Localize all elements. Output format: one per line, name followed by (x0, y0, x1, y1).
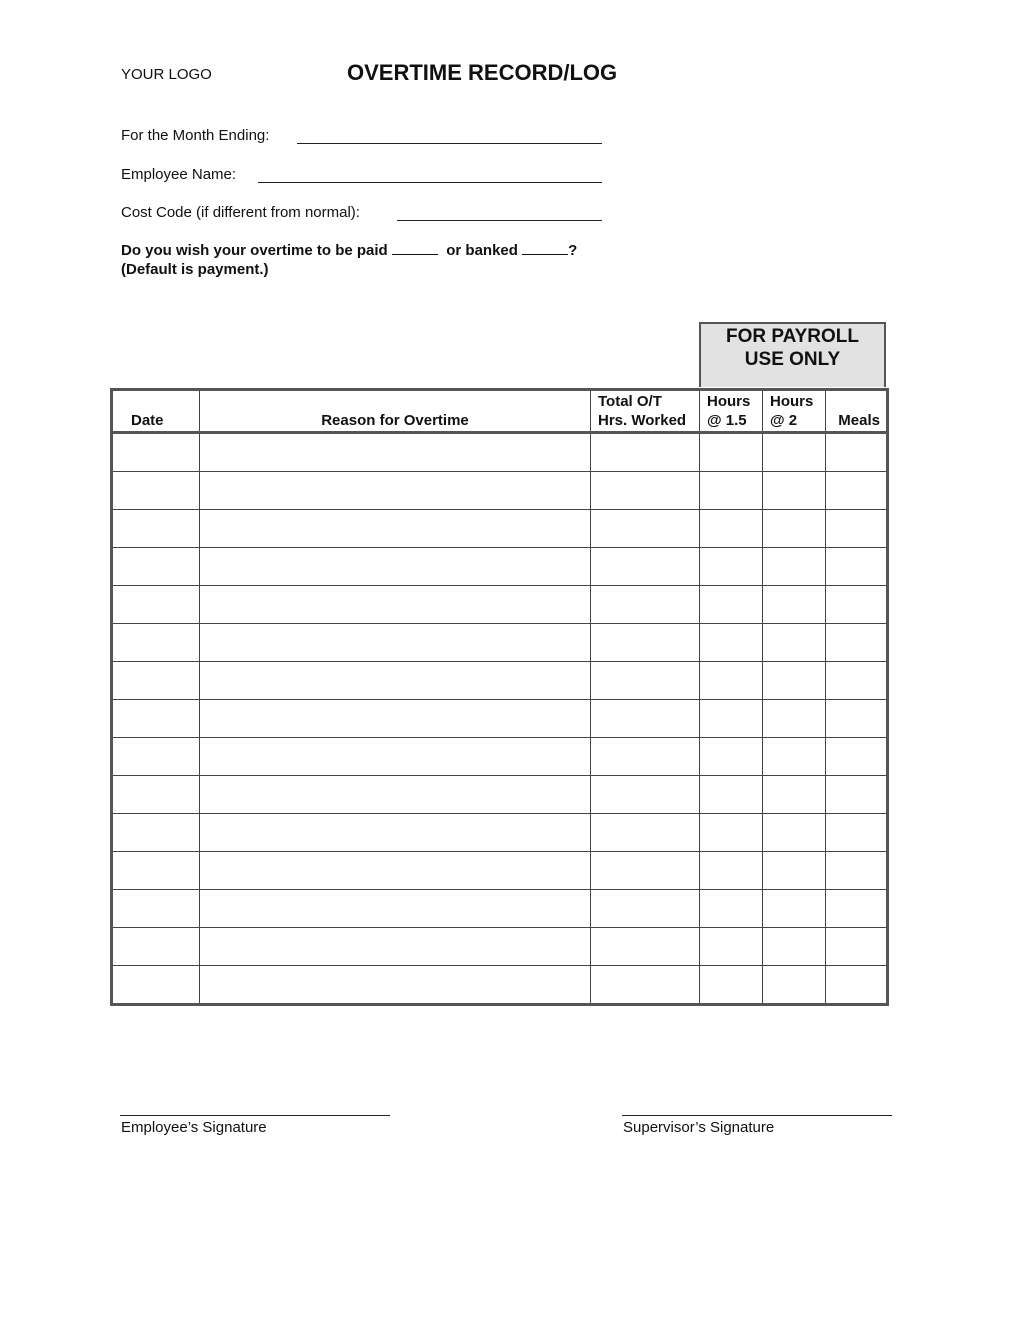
reason-cell[interactable] (200, 662, 591, 700)
cost-code-field[interactable] (397, 220, 602, 221)
date-cell[interactable] (112, 510, 200, 548)
payroll-line1: FOR PAYROLL (725, 326, 859, 347)
meals-cell[interactable] (826, 738, 888, 776)
date-cell[interactable] (112, 700, 200, 738)
table-row (112, 890, 888, 928)
total-cell[interactable] (591, 966, 700, 1005)
meals-cell[interactable] (826, 776, 888, 814)
table-row (112, 776, 888, 814)
total-cell[interactable] (591, 624, 700, 662)
hours2-cell[interactable] (763, 738, 826, 776)
month-ending-field[interactable] (297, 143, 602, 144)
hours2-cell[interactable] (763, 814, 826, 852)
table-row (112, 738, 888, 776)
supervisor-signature-label: Supervisor’s Signature (623, 1119, 775, 1136)
reason-cell[interactable] (200, 586, 591, 624)
date-cell[interactable] (112, 890, 200, 928)
table-row (112, 662, 888, 700)
employee-signature-line[interactable] (120, 1115, 390, 1116)
header-date: Date (112, 390, 200, 433)
hours2-cell[interactable] (763, 586, 826, 624)
total-cell[interactable] (591, 586, 700, 624)
hours15-cell[interactable] (700, 433, 763, 472)
total-cell[interactable] (591, 738, 700, 776)
date-cell[interactable] (112, 624, 200, 662)
reason-cell[interactable] (200, 852, 591, 890)
header-reason: Reason for Overtime (200, 390, 591, 433)
date-cell[interactable] (112, 433, 200, 472)
meals-cell[interactable] (826, 586, 888, 624)
table-row (112, 966, 888, 1005)
header-meals: Meals (826, 390, 888, 433)
meals-cell[interactable] (826, 890, 888, 928)
default-note: (Default is payment.) (121, 261, 269, 278)
table-row (112, 472, 888, 510)
employee-name-label: Employee Name: (121, 166, 237, 183)
total-cell[interactable] (591, 776, 700, 814)
date-cell[interactable] (112, 548, 200, 586)
date-cell[interactable] (112, 662, 200, 700)
hours15-cell[interactable] (700, 738, 763, 776)
meals-cell[interactable] (826, 966, 888, 1005)
date-cell[interactable] (112, 776, 200, 814)
hours2-cell[interactable] (763, 966, 826, 1005)
total-cell[interactable] (591, 814, 700, 852)
table-row (112, 586, 888, 624)
reason-cell[interactable] (200, 700, 591, 738)
hours15-cell[interactable] (700, 510, 763, 548)
table-header-row (112, 390, 888, 433)
date-cell[interactable] (112, 472, 200, 510)
total-cell[interactable] (591, 472, 700, 510)
hours15-cell[interactable] (700, 890, 763, 928)
hours2-cell[interactable] (763, 510, 826, 548)
hours2-cell[interactable] (763, 890, 826, 928)
table-row (112, 510, 888, 548)
table-row (112, 624, 888, 662)
meals-cell[interactable] (826, 433, 888, 472)
hours15-cell[interactable] (700, 776, 763, 814)
date-cell[interactable] (112, 814, 200, 852)
meals-cell[interactable] (826, 814, 888, 852)
overtime-table (110, 388, 889, 1006)
table-row (112, 548, 888, 586)
hours2-cell[interactable] (763, 928, 826, 966)
meals-cell[interactable] (826, 852, 888, 890)
month-ending-label: For the Month Ending: (121, 127, 270, 144)
total-cell[interactable] (591, 852, 700, 890)
date-cell[interactable] (112, 738, 200, 776)
date-cell[interactable] (112, 966, 200, 1005)
total-cell[interactable] (591, 662, 700, 700)
date-cell[interactable] (112, 852, 200, 890)
table-row (112, 700, 888, 738)
date-cell[interactable] (112, 928, 200, 966)
hours15-cell[interactable] (700, 548, 763, 586)
question-prefix: Do you wish your overtime to be paid (121, 242, 388, 259)
hours15-cell[interactable] (700, 928, 763, 966)
hours15-cell[interactable] (700, 814, 763, 852)
page-title: OVERTIME RECORD/LOG (347, 60, 618, 85)
table-row (112, 433, 888, 472)
hours15-cell[interactable] (700, 662, 763, 700)
reason-cell[interactable] (200, 548, 591, 586)
cost-code-label: Cost Code (if different from normal): (121, 204, 360, 221)
hours15-cell[interactable] (700, 586, 763, 624)
total-cell[interactable] (591, 928, 700, 966)
meals-cell[interactable] (826, 510, 888, 548)
table-row (112, 928, 888, 966)
hours2-cell[interactable] (763, 433, 826, 472)
payroll-line2: USE ONLY (744, 349, 841, 370)
hours2-cell[interactable] (763, 852, 826, 890)
question-middle: or banked (446, 242, 518, 259)
reason-cell[interactable] (200, 472, 591, 510)
table-row (112, 814, 888, 852)
logo-placeholder: YOUR LOGO (121, 66, 212, 83)
reason-cell[interactable] (200, 433, 591, 472)
reason-cell[interactable] (200, 966, 591, 1005)
meals-cell[interactable] (826, 700, 888, 738)
hours2-cell[interactable] (763, 548, 826, 586)
employee-signature-label: Employee’s Signature (121, 1119, 267, 1136)
table-body (112, 433, 888, 1005)
hours15-cell[interactable] (700, 966, 763, 1005)
payment-preference-question (121, 241, 577, 279)
supervisor-signature-line[interactable] (622, 1115, 892, 1116)
meals-cell[interactable] (826, 928, 888, 966)
header-hours-2: Hours @ 2 (763, 390, 826, 433)
meals-cell[interactable] (826, 472, 888, 510)
hours2-cell[interactable] (763, 472, 826, 510)
hours2-cell[interactable] (763, 624, 826, 662)
reason-cell[interactable] (200, 814, 591, 852)
hours15-cell[interactable] (700, 700, 763, 738)
hours2-cell[interactable] (763, 776, 826, 814)
reason-cell[interactable] (200, 510, 591, 548)
question-suffix: ? (568, 242, 578, 259)
total-cell[interactable] (591, 548, 700, 586)
paid-blank[interactable] (392, 242, 438, 255)
reason-cell[interactable] (200, 890, 591, 928)
header-total-ot-hours: Total O/T Hrs. Worked (591, 390, 700, 433)
reason-cell[interactable] (200, 776, 591, 814)
employee-name-field[interactable] (258, 182, 602, 183)
hours2-cell[interactable] (763, 700, 826, 738)
meals-cell[interactable] (826, 548, 888, 586)
date-cell[interactable] (112, 586, 200, 624)
hours15-cell[interactable] (700, 624, 763, 662)
banked-blank[interactable] (522, 242, 568, 255)
total-cell[interactable] (591, 890, 700, 928)
table-row (112, 852, 888, 890)
header-hours-1-5: Hours @ 1.5 (700, 390, 763, 433)
meals-cell[interactable] (826, 624, 888, 662)
payroll-use-only-box (699, 322, 886, 387)
hours15-cell[interactable] (700, 472, 763, 510)
meals-cell[interactable] (826, 662, 888, 700)
reason-cell[interactable] (200, 928, 591, 966)
total-cell[interactable] (591, 700, 700, 738)
reason-cell[interactable] (200, 624, 591, 662)
hours2-cell[interactable] (763, 662, 826, 700)
total-cell[interactable] (591, 510, 700, 548)
hours15-cell[interactable] (700, 852, 763, 890)
reason-cell[interactable] (200, 738, 591, 776)
total-cell[interactable] (591, 433, 700, 472)
